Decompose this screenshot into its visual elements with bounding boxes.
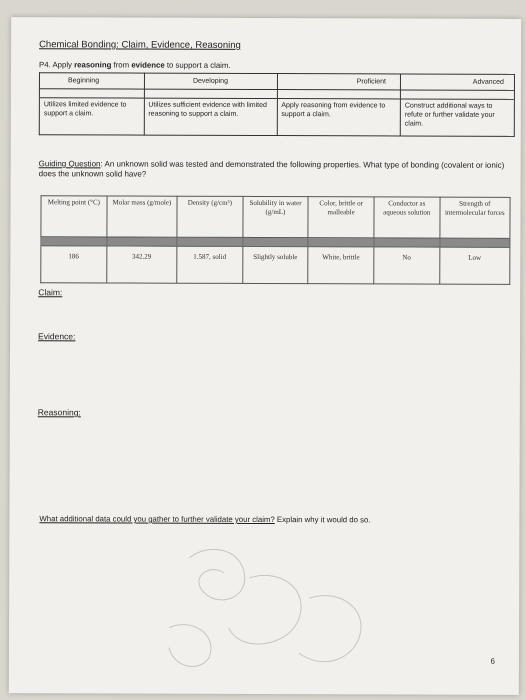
prop-header: Density (g/cm³) <box>177 196 243 237</box>
prop-value: 1.587, solid <box>177 246 243 283</box>
guiding-question: Guiding Question: An unknown solid was tested and demonstrated the following properties. What type of bonding (covalent or ionic) does the unknown solid have? <box>38 159 505 179</box>
rubric-desc-beginning: Utilizes limited evidence to support a claim. <box>39 98 144 135</box>
rubric-header-developing: Developing <box>144 73 277 89</box>
faint-pencil-sketch <box>149 538 409 679</box>
validation-question: What additional data could you gather to further validate your claim? Explain why it would do so. <box>39 514 371 525</box>
prop-value: 186 <box>41 246 107 283</box>
p4-standard: P4. Apply reasoning from evidence to support a claim. <box>38 60 231 70</box>
prop-header: Conductor as aqueous solution <box>374 197 440 238</box>
evidence-label: Evidence: <box>38 331 76 342</box>
prop-header: Strength of intermolecular forces <box>440 197 511 238</box>
claim-label: Claim: <box>38 287 63 298</box>
page-title: Chemical Bonding: Claim, Evidence, Reasoning <box>39 39 241 51</box>
prop-value: Slightly soluble <box>242 246 308 283</box>
page-number: 6 <box>490 656 495 666</box>
rubric-header-beginning: Beginning <box>39 73 144 89</box>
rubric-header-proficient: Proficient <box>277 74 401 90</box>
prop-header: Color, brittle or malleable <box>308 197 374 238</box>
prop-value: White, brittle <box>308 247 374 284</box>
prop-value: 342.29 <box>106 246 176 283</box>
prop-header: Melting point (°C) <box>41 196 107 237</box>
rubric-table <box>39 72 515 137</box>
prop-value: Low <box>439 247 510 284</box>
properties-table <box>40 195 510 285</box>
prop-header: Molar mass (g/mole) <box>107 196 177 237</box>
worksheet-page <box>9 17 521 695</box>
reasoning-label: Reasoning: <box>37 407 81 418</box>
rubric-desc-proficient: Apply reasoning from evidence to support a claim. <box>277 99 401 136</box>
rubric-desc-advanced: Construct additional ways to refute or further validate your claim. <box>400 99 514 136</box>
rubric-header-advanced: Advanced <box>400 74 514 90</box>
prop-header: Solubility in water (g/mL) <box>243 196 309 237</box>
rubric-desc-developing: Utilizes sufficient evidence with limited reasoning to support a claim. <box>144 98 277 135</box>
prop-value: No <box>374 247 440 284</box>
